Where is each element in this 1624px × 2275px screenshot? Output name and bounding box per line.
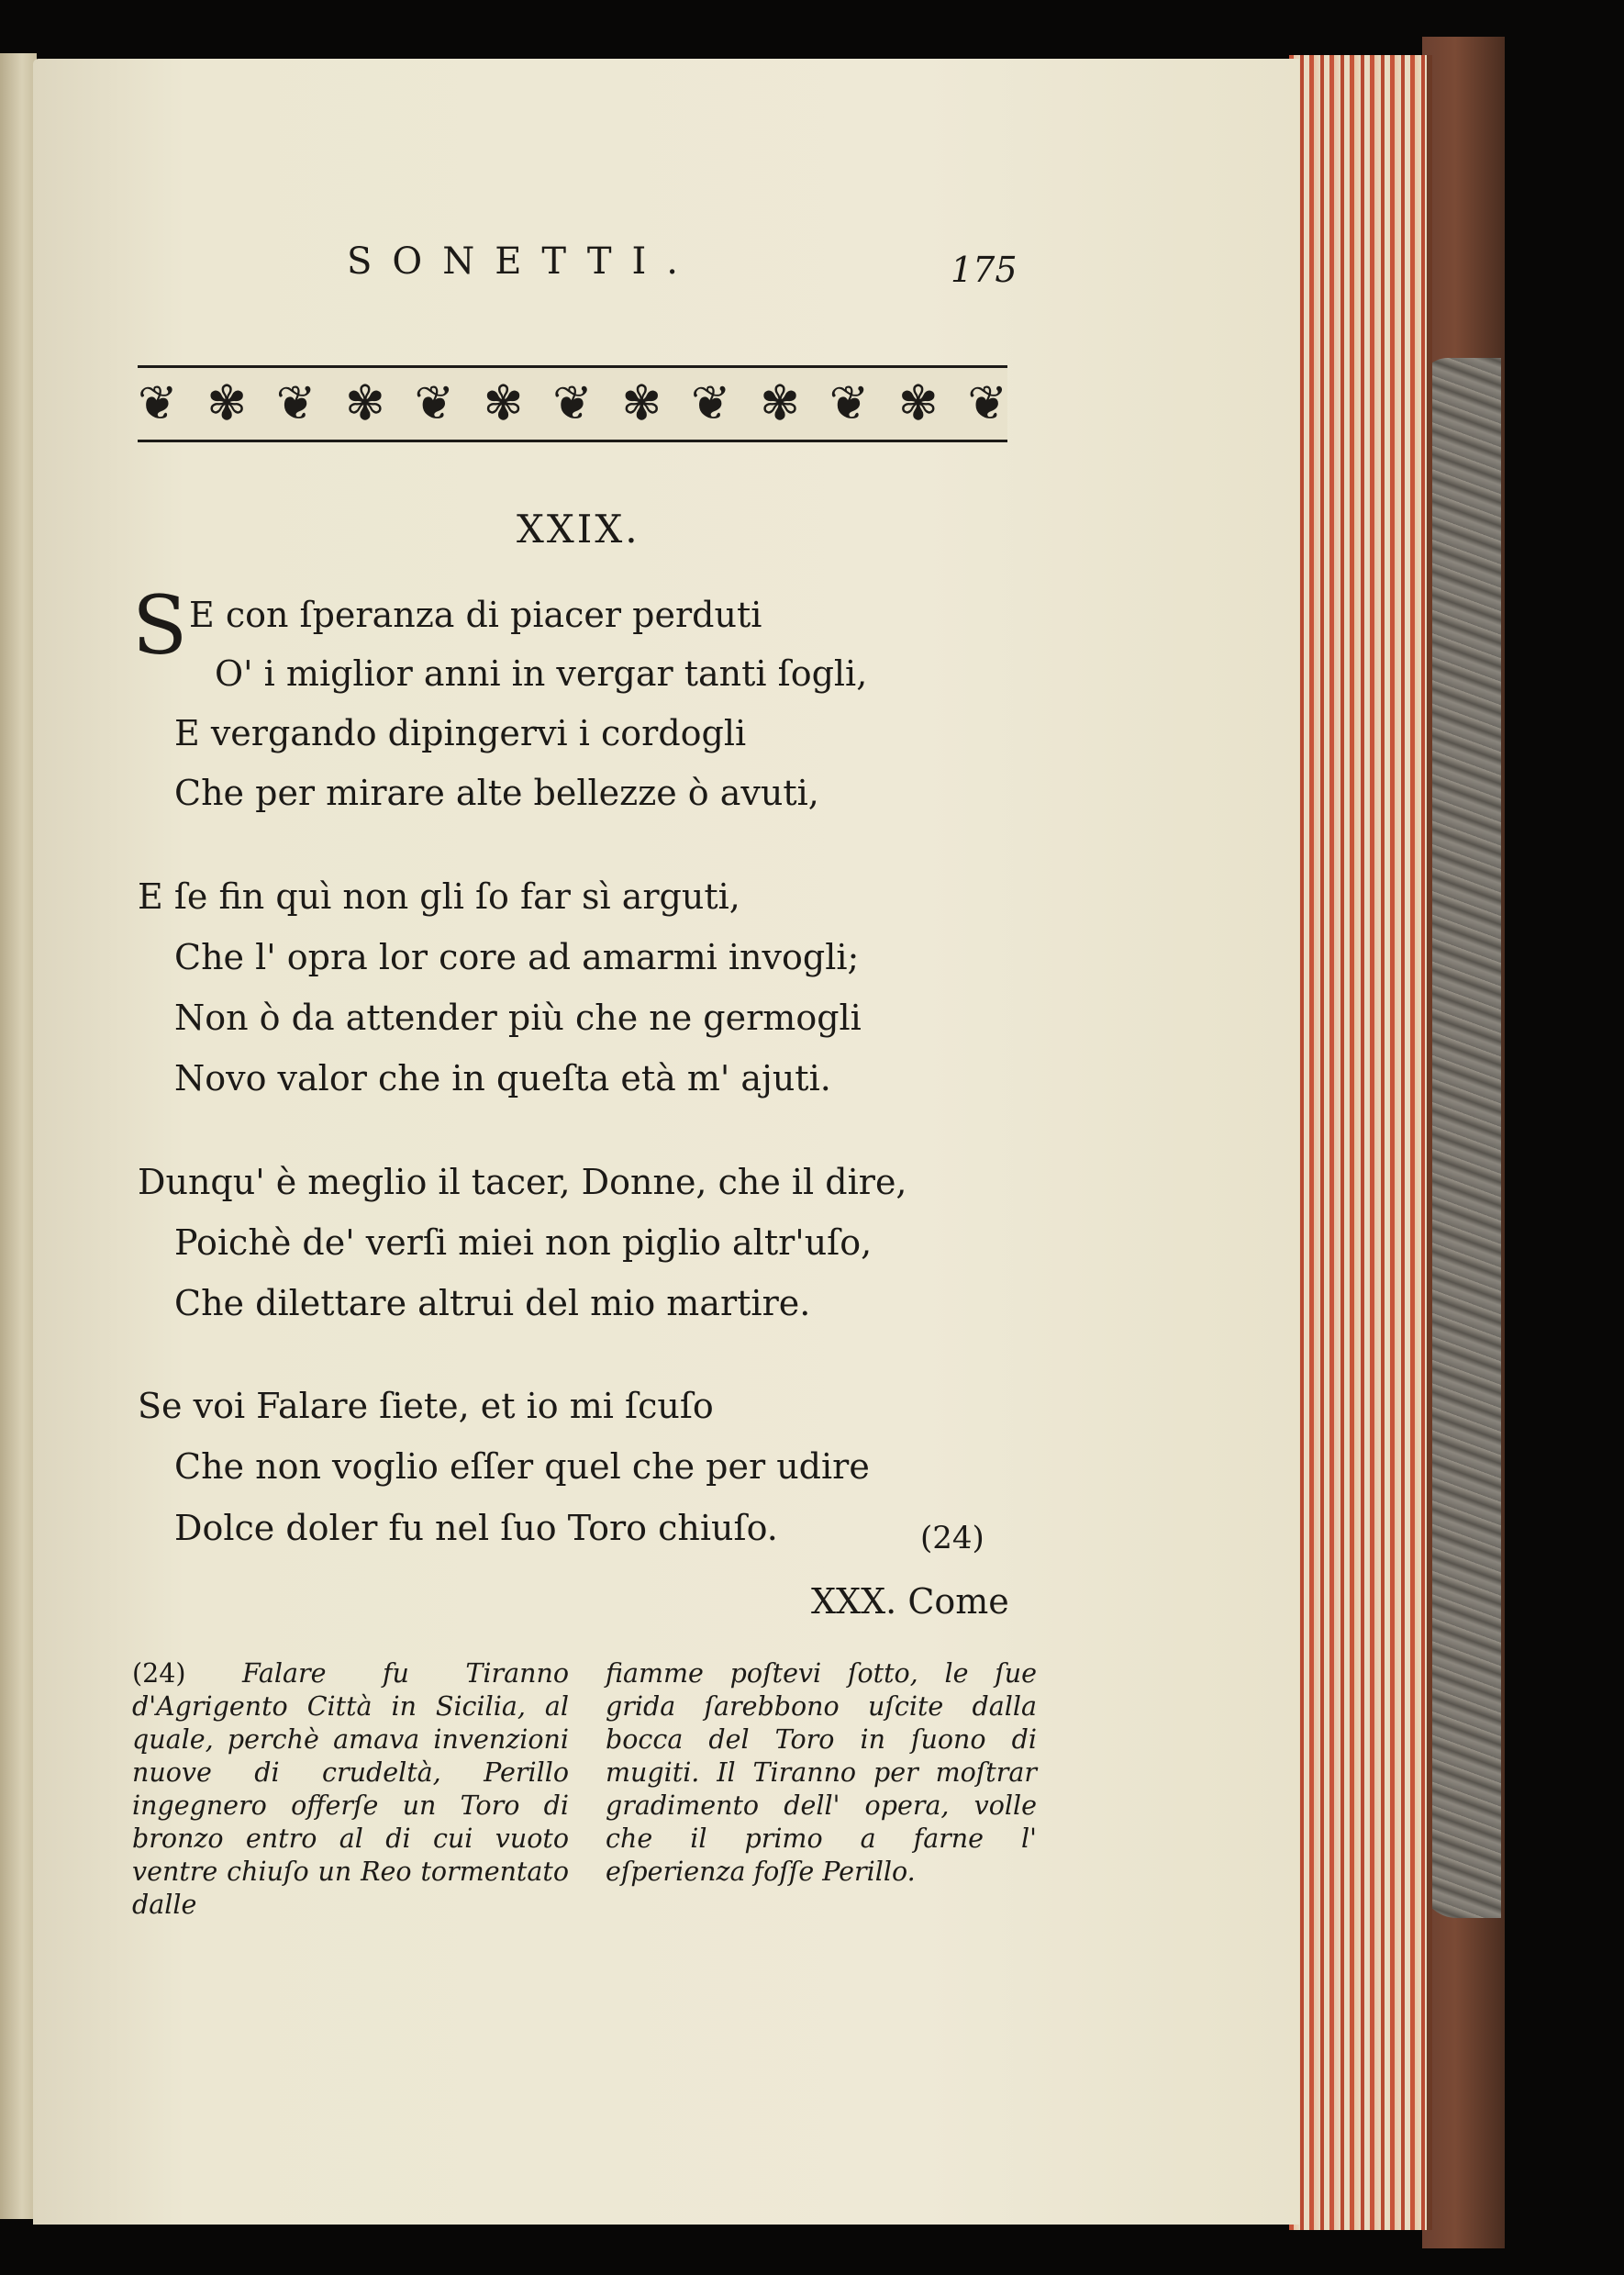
ornament-glyph: ✾: [760, 376, 800, 431]
ornament-glyph: ❦: [967, 376, 1007, 431]
facing-page-edge: [0, 53, 37, 2219]
ornament-glyph: ❦: [414, 376, 455, 431]
verse-line: E con ſperanza di piacer perduti: [189, 595, 762, 635]
ornament-glyph: ✾: [621, 376, 662, 431]
footnote-mark: (24): [132, 1658, 186, 1689]
ornament-glyph: ❦: [275, 376, 317, 431]
verse-line: Novo valor che in queſta età m' ajuti.: [174, 1058, 831, 1098]
verse-line: E ſe fin quì non gli ſo far sì arguti,: [138, 876, 740, 917]
verse-line: Non ò da attender più che ne germogli: [174, 998, 862, 1038]
verse-line: Se voi Falare ſiete, et io mi ſcuſo: [138, 1386, 714, 1426]
footnote-column-right: [606, 1657, 1037, 1889]
verse-line: Che non voglio eſſer quel che per udire: [174, 1446, 870, 1487]
verse-line: Che l' opra lor core ad amarmi invogli;: [174, 937, 860, 977]
ornament-glyph: ✾: [345, 376, 385, 431]
ornament-glyph: ❦: [138, 376, 178, 431]
sonnet-number: XXIX.: [517, 507, 640, 552]
verse-line: E vergando dipingervi i cordogli: [174, 713, 747, 753]
ornament-glyph: ❦: [690, 376, 731, 431]
drop-cap: S: [132, 578, 188, 673]
ornamental-band: [138, 365, 1007, 442]
catchword: XXX. Come: [811, 1581, 1009, 1622]
running-head: SONETTI.: [347, 240, 699, 283]
marbled-cover: [1420, 358, 1501, 1918]
page-edges: [1289, 55, 1432, 2230]
verse-line: Dolce doler fu nel ſuo Toro chiuſo.: [174, 1508, 778, 1548]
footnote-column-left: [132, 1657, 569, 1922]
footnote-text-left: Falare fu Tiranno d'Agrigento Città in Sicilia, al quale, perchè amava invenzioni nuove di crudeltà, Perillo ingegnero offerſe un Toro di bronzo entro al di cui vuoto ventre chiuſo un Reo tormentato dalle: [132, 1658, 569, 1920]
ornament-glyph: ✾: [897, 376, 939, 431]
verse-line: Che per mirare alte bellezze ò avuti,: [174, 773, 819, 813]
ornament-glyph: ❦: [552, 376, 593, 431]
verse-line: Che dilettare altrui del mio martire.: [174, 1283, 811, 1323]
ornament-glyph: ✾: [483, 376, 524, 431]
verse-line: O' i miglior anni in vergar tanti ſogli,: [215, 653, 868, 694]
ornament-glyph: ❦: [829, 376, 870, 431]
page-number: 175: [951, 250, 1018, 290]
verse-line: Poichè de' verſi miei non piglio altr'uſo,: [174, 1222, 873, 1263]
footnote-reference: (24): [920, 1520, 984, 1556]
ornament-glyph: ✾: [206, 376, 247, 431]
footnote-text-right: fiamme poſtevi ſotto, le ſue grida ſarebbono uſcite dalla bocca del Toro in ſuono di mugiti. Il Tiranno per moſtrar gradimento dell' opera, volle che il primo a farne l' eſperienza foſſe Perillo.: [606, 1658, 1037, 1887]
verse-line: Dunqu' è meglio il tacer, Donne, che il dire,: [138, 1162, 907, 1202]
